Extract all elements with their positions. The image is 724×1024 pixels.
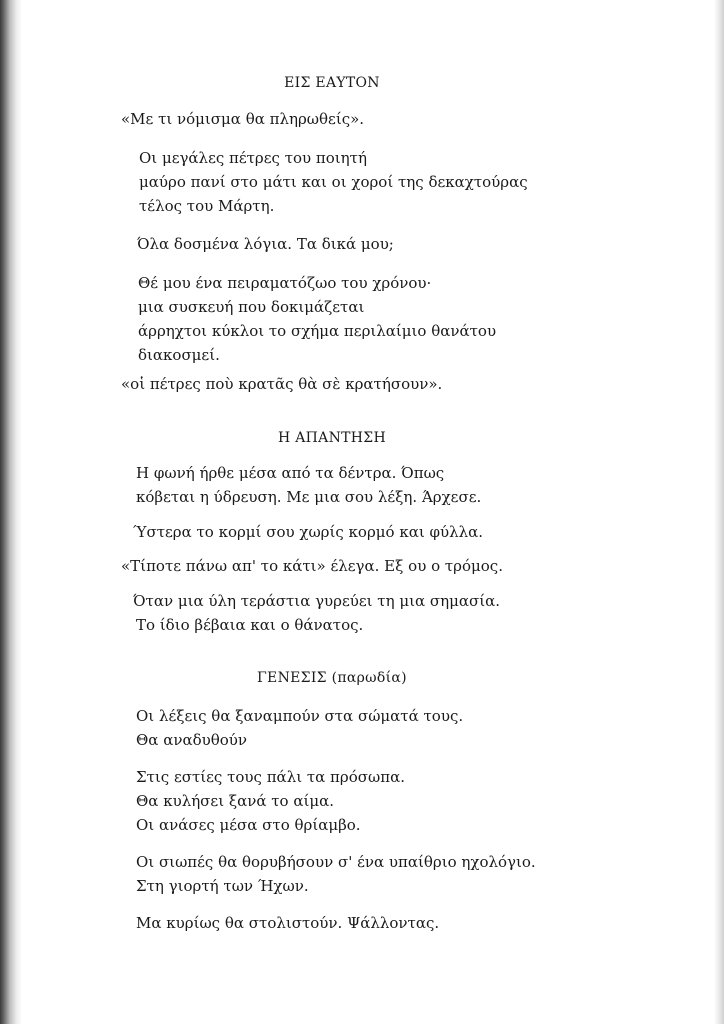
poem-line: «Με τι νόμισμα θα πληρωθείς». xyxy=(121,110,365,128)
poem-line: Όταν μια ύλη τεράστια γυρεύει τη μια σημασία. xyxy=(133,592,501,610)
poem-line: Οι ανάσες μέσα στο θρίαμβο. xyxy=(136,816,361,834)
poem-line: Η φωνή ήρθε μέσα από τα δέντρα. Όπως xyxy=(136,464,445,482)
page-edge-shadow xyxy=(714,0,724,1024)
poem-title: ΓΕΝΕΣΙΣ (παρωδία) xyxy=(257,670,407,686)
poem-line: Θα κυλήσει ξανά το αίμα. xyxy=(136,792,335,810)
poem-line: Θα αναδυθούν xyxy=(136,731,248,749)
poem-title: Η ΑΠΑΝΤΗΣΗ xyxy=(278,430,386,446)
poem-line: Μα κυρίως θα στολιστούν. Ψάλλοντας. xyxy=(136,914,440,932)
poem-line: μια συσκευή που δοκιμάζεται xyxy=(138,298,365,316)
poem-line: Στη γιορτή των Ήχων. xyxy=(136,877,309,895)
poem-line: «Τίποτε πάνω απ' το κάτι» έλεγα. Εξ ου ο τρόμος. xyxy=(121,557,503,575)
poem-line: «οἱ πέτρες ποὺ κρατᾶς θὰ σὲ κρατήσουν». xyxy=(121,375,443,393)
poem-line: άρρηχτοι κύκλοι το σχήμα περιλαίμιο θανάτου xyxy=(138,322,497,340)
poem-line: Οι λέξεις θα ξαναμπούν στα σώματά τους. xyxy=(136,707,464,725)
poem-line: μαύρο πανί στο μάτι και οι χοροί της δεκαχτούρας xyxy=(139,173,528,191)
poem-line: Όλα δοσμένα λόγια. Τα δικά μου; xyxy=(137,235,394,253)
poem-line: Ύστερα το κορμί σου χωρίς κορμό και φύλλα. xyxy=(133,523,484,541)
poem-line: κόβεται η ύδρευση. Με μια σου λέξη. Άρχεσε. xyxy=(136,488,482,506)
poem-line: διακοσμεί. xyxy=(138,346,220,364)
poem-title: ΕΙΣ ΕΑΥΤΟΝ xyxy=(284,75,380,91)
poem-line: Στις εστίες τους πάλι τα πρόσωπα. xyxy=(136,768,405,786)
poem-line: Θέ μου ένα πειραματόζωο του χρόνου· xyxy=(138,274,432,292)
poem-line: τέλος του Μάρτη. xyxy=(139,197,275,215)
poem-line: Οι σιωπές θα θορυβήσουν σ' ένα υπαίθριο ηχολόγιο. xyxy=(136,853,536,871)
book-spine-shadow xyxy=(0,0,22,1024)
poem-line: Οι μεγάλες πέτρες του ποιητή xyxy=(139,149,367,167)
poem-line: Το ίδιο βέβαια και ο θάνατος. xyxy=(136,616,364,634)
